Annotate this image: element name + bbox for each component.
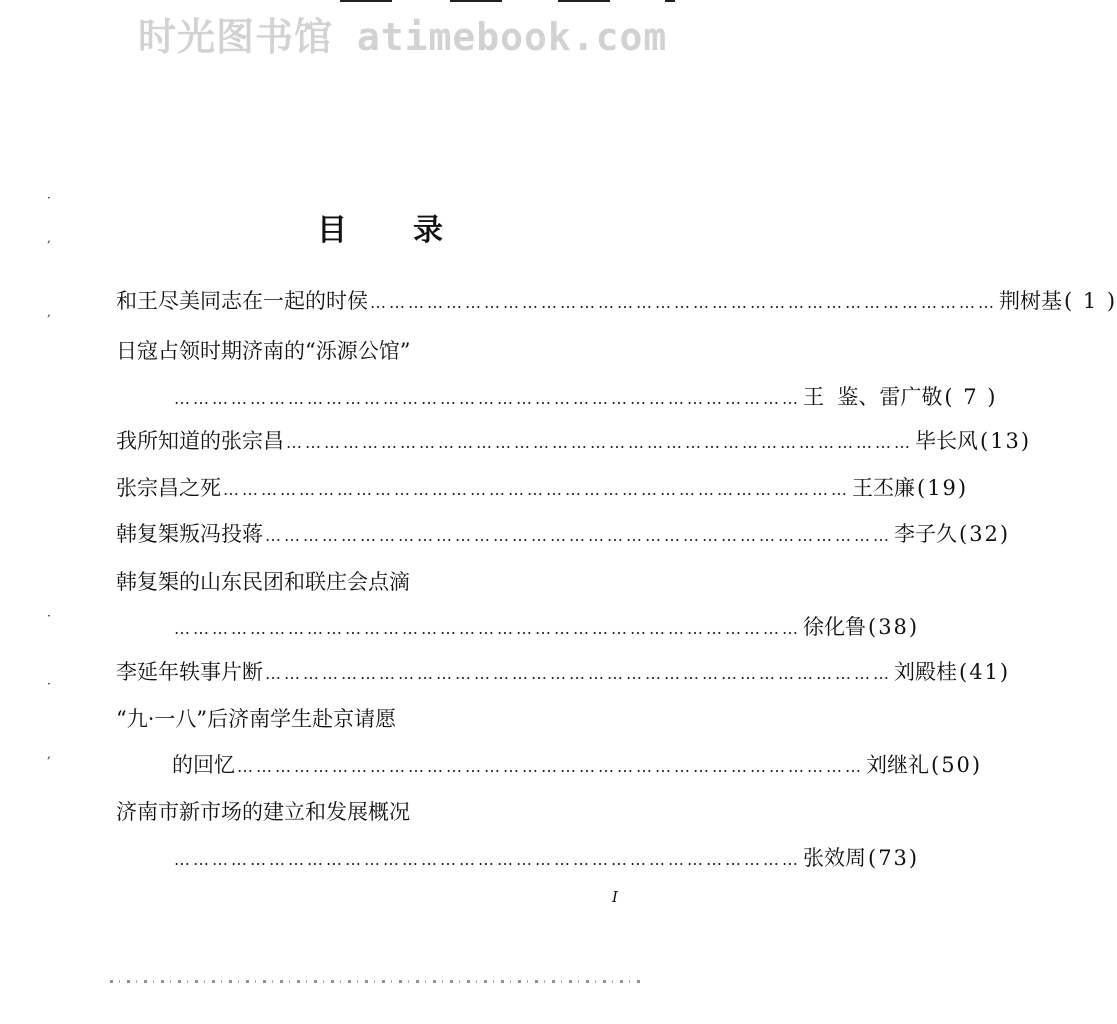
entry-author: 刘继礼 <box>866 753 929 777</box>
scan-noise <box>110 980 640 983</box>
entry-page: (19) <box>917 476 969 500</box>
toc-entry <box>116 471 969 505</box>
entry-title: 济南市新市场的建立和发展概况 <box>116 800 410 824</box>
watermark: 时光图书馆 atimebook.com <box>138 15 668 59</box>
entry-page: (32) <box>959 522 1011 546</box>
toc-entry-title-line <box>116 795 656 829</box>
entry-page: ( 7 ) <box>944 385 998 409</box>
margin-mark: · <box>47 191 51 205</box>
margin-mark: , <box>47 305 51 319</box>
page-title <box>0 205 675 248</box>
entry-title: 我所知道的张宗昌 <box>116 429 284 453</box>
entry-page: (73) <box>868 846 920 870</box>
dot-leader: ……………………………………………………………………………………… <box>286 433 913 452</box>
entry-title: 日寇占领时期济南的“泺源公馆” <box>116 339 411 363</box>
entry-title: 李延年轶事片断 <box>116 660 263 684</box>
margin-mark: , <box>47 747 51 761</box>
dot-leader: ……………………………………………………………………………………… <box>174 619 801 638</box>
entry-author: 徐化鲁 <box>803 615 866 639</box>
entry-title: 张宗昌之死 <box>116 476 221 500</box>
entry-page: (41) <box>959 660 1011 684</box>
toc-entry <box>116 517 1011 551</box>
toc-entry <box>172 610 920 644</box>
dot-leader: ……………………………………………………………………………………… <box>174 389 801 408</box>
page-folio: I <box>612 888 618 906</box>
entry-title: 的回忆 <box>172 753 235 777</box>
toc-entry <box>116 655 1011 689</box>
entry-author: 刘殿桂 <box>894 660 957 684</box>
entry-author: 王 鉴、雷广敬 <box>803 385 943 409</box>
toc-entry-title-line <box>116 702 656 736</box>
dot-leader: ……………………………………………………………………………………… <box>265 664 892 683</box>
toc-entry <box>116 284 1117 318</box>
entry-title: 韩复榘的山东民团和联庄会点滴 <box>116 570 410 594</box>
entry-title: “九·一八”后济南学生赴京请愿 <box>116 707 397 731</box>
top-rule <box>665 0 675 2</box>
toc-entry <box>172 380 998 414</box>
dot-leader: ……………………………………………………………………………………… <box>223 480 850 499</box>
entry-page: (50) <box>931 753 983 777</box>
entry-author: 李子久 <box>894 522 957 546</box>
entry-page: (13) <box>980 429 1032 453</box>
entry-author: 王丕廉 <box>852 476 915 500</box>
dot-leader: ……………………………………………………………………………………… <box>370 293 997 312</box>
toc-entry-title-line <box>116 334 656 368</box>
entry-title: 和王尽美同志在一起的时侯 <box>116 289 368 313</box>
toc-entry-title-line <box>116 565 656 599</box>
dot-leader: ……………………………………………………………………………………… <box>174 850 801 869</box>
entry-author: 毕长风 <box>915 429 978 453</box>
page-title-char: 录 <box>413 213 443 248</box>
top-rule <box>340 0 392 2</box>
top-rule <box>558 0 610 2</box>
top-rule <box>450 0 502 2</box>
entry-author: 荆树基 <box>999 289 1062 313</box>
toc-entry <box>172 841 920 875</box>
dot-leader: ……………………………………………………………………………………… <box>265 526 892 545</box>
entry-author: 张效周 <box>803 846 866 870</box>
toc-entry <box>172 748 983 782</box>
dot-leader: ……………………………………………………………………………………… <box>237 757 864 776</box>
entry-page: (38) <box>868 615 920 639</box>
margin-mark: · <box>47 609 51 623</box>
entry-page: ( 1 ) <box>1064 289 1117 313</box>
entry-title: 韩复榘叛冯投蒋 <box>116 522 263 546</box>
toc-entry <box>116 424 1032 458</box>
margin-mark: , <box>47 231 51 245</box>
page-title-char: 目 <box>317 213 347 248</box>
margin-mark: · <box>47 677 51 691</box>
